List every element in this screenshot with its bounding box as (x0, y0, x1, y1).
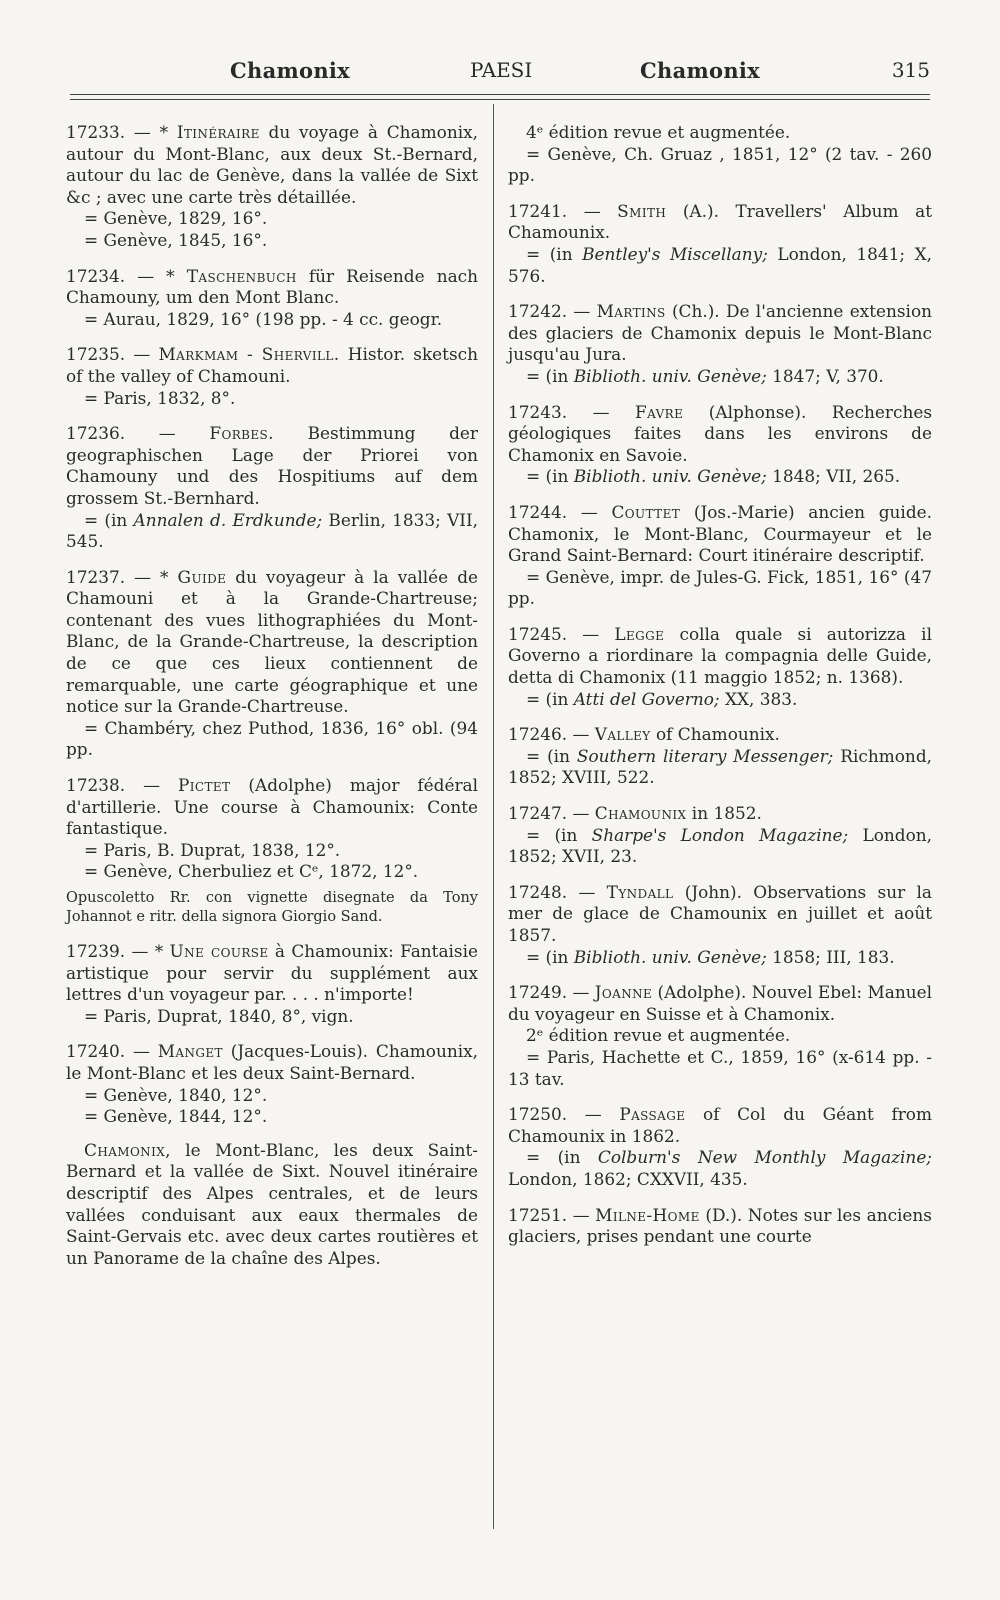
entry-author: Milne-Home (595, 1204, 700, 1225)
header-center-title: PAESI (470, 58, 533, 82)
entry-number: 17243. (508, 401, 568, 422)
entry-17241: 17241. — Smith (A.). Travellers' Album at Chamounix. = (in Bentley's Miscellany; London, 1841; X, 576. (508, 200, 933, 286)
entry-imprint: = (in Biblioth. univ. Genève; 1847; V, 370. (526, 365, 884, 386)
entry-17240: 17240. — Manget (Jacques-Louis). Chamounix, le Mont-Blanc et les deux Saint-Bernard. = Genève, 1840, 12°. = Genève, 1844, 12°. Chamonix, le Mont-Blanc, les deux Saint-Bernard et la vallée de Sixt. Nouvel itinéraire descriptif des Alpes centrales, et de leurs vallées conduisant aux eaux thermales de Saint-Gervais etc. avec deux cartes routières et un Panorame de la chaîne des Alpes. (66, 1041, 478, 1268)
column-divider (493, 104, 494, 1529)
entry-17239: 17239. — * Une course à Chamounix: Fantaisie artistique pour servir du supplément aux lettres d'un voyageur par. . . . n'importe! = Paris, Duprat, 1840, 8°, vign. (66, 941, 478, 1026)
entry-title: (Jacques-Louis). Chamounix, le Mont-Blanc et les deux Saint-Bernard. (66, 1041, 478, 1083)
left-column (66, 122, 478, 1283)
entry-imprint: = Chambéry, chez Puthod, 1836, 16° obl. (94 pp. (66, 717, 478, 760)
header-rule-bottom (70, 99, 930, 100)
entry-author: Tyndall (606, 881, 674, 902)
entry-author: Manget (157, 1041, 223, 1062)
entry-number: 17247. (508, 803, 568, 824)
entry-17250: 17250. — Passage of Col du Géant from Chamounix in 1862. = (in Colburn's New Monthly Magazine; London, 1862; CXXVII, 435. (508, 1104, 933, 1189)
entry-author: Chamonix, (84, 1139, 171, 1160)
entry-author: Itinéraire (176, 122, 260, 142)
entry-title: (Jos.-Marie) ancien guide. Chamonix, le Mont-Blanc, Courmayeur et le Grand Saint-Bernard: Court itinéraire descriptif. (508, 501, 932, 566)
journal-title: Annalen d. Erdkunde; (133, 509, 323, 530)
entry-title: (Adolphe). Nouvel Ebel: Manuel du voyageur en Suisse et à Chamonix. (508, 982, 932, 1024)
entry-author: Pictet (177, 775, 231, 796)
entry-imprint: = Paris, Duprat, 1840, 8°, vign. (84, 1005, 354, 1026)
entry-imprint: = (in Southern literary Messenger; Richmond, 1852; XVIII, 522. (508, 745, 932, 788)
entry-edition: 2ᵉ édition revue et augmentée. (526, 1025, 791, 1046)
entry-number: 17249. (508, 982, 568, 1003)
header-right-title: Chamonix (640, 58, 760, 83)
entry-number: 17235. (66, 344, 126, 365)
entry-author: Passage (619, 1104, 686, 1125)
entry-author: Valley (594, 724, 651, 745)
entry-title: à Chamounix: Fantaisie artistique pour servir du supplément aux lettres d'un voyageur par. . . . n'importe! (66, 941, 478, 1005)
entry-imprint: = Genève, 1845, 16°. (84, 229, 268, 250)
right-column (508, 122, 932, 1262)
entry-title: (D.). Notes sur les anciens glaciers, prises pendant une courte (508, 1204, 932, 1247)
header-rule-top (70, 94, 930, 95)
entry-author: Favre (635, 401, 684, 422)
entry-17247: 17247. — Chamounix in 1852. = (in Sharpe's London Magazine; London, 1852; XVII, 23. (508, 803, 932, 867)
entry-author: Couttet (611, 501, 681, 522)
entry-17235: 17235. — Markmam - Shervill. Histor. sketsch of the valley of Chamouni. = Paris, 1832, 8°. (66, 344, 478, 408)
header-left-title: Chamonix (230, 58, 350, 83)
entry-imprint: = Genève, Cherbuliez et Cᵉ, 1872, 12°. (84, 861, 419, 882)
entry-title: (Alphonse). Recherches géologiques faites dans les environs de Chamonix en Savoie. (508, 401, 932, 465)
entry-imprint: = Paris, 1832, 8°. (84, 387, 236, 408)
journal-title: Atti del Governo; (573, 688, 720, 709)
entry-imprint: = (in Biblioth. univ. Genève; 1848; VII, 265. (526, 466, 901, 487)
entry-author: Markmam - Shervill. (158, 344, 340, 365)
entry-17236: 17236. — Forbes. Bestimmung der geographischen Lage der Priorei von Chamouny und des Hospitiums auf dem grossem St.-Bernhard. = (in Annalen d. Erdkunde; Berlin, 1833; VII, 545. (66, 423, 478, 552)
entry-title: du voyage à Chamonix, autour du Mont-Blanc, aux deux St.-Bernard, autour du lac de Genève, dans la vallée de Sixt &c ; avec une carte très détaillée. (66, 122, 478, 207)
entry-imprint: = Genève, Ch. Gruaz , 1851, 12° (2 tav. - 260 pp. (508, 143, 932, 186)
entry-17244: 17244. — Couttet (Jos.-Marie) ancien guide. Chamonix, le Mont-Blanc, Courmayeur et le Grand Saint-Bernard: Court itinéraire descriptif. = Genève, impr. de Jules-G. Fick, 1851, 16° (47 pp. (508, 501, 932, 609)
entry-continuation (508, 122, 932, 187)
entry-title: in 1852. (686, 803, 762, 824)
entry-17234: 17234. — * Taschenbuch für Reisende nach Chamouny, um den Mont Blanc. = Aurau, 1829, 16° (198 pp. - 4 cc. geogr. (66, 265, 478, 329)
entry-author: Une course (169, 941, 269, 961)
entry-17249: 17249. — Joanne (Adolphe). Nouvel Ebel: Manuel du voyageur en Suisse et à Chamonix. 2ᵉ édition revue et augmentée. = Paris, Hachette et C., 1859, 16° (x-614 pp. - 13 tav. (508, 982, 932, 1089)
entry-title: Histor. sketsch of the valley of Chamouni. (66, 344, 478, 386)
entry-imprint: = Genève, 1829, 16°. (84, 208, 268, 229)
entry-number: 17239. (66, 941, 126, 961)
entry-title: (John). Observations sur la mer de glace de Chamounix en juillet et août 1857. (508, 881, 932, 945)
journal-title: Sharpe's London Magazine; (591, 824, 849, 845)
entry-number: 17251. (508, 1204, 568, 1225)
entry-17251: 17251. — Milne-Home (D.). Notes sur les anciens glaciers, prises pendant une courte (508, 1204, 932, 1247)
entry-note: Opuscoletto Rr. con vignette disegnate da Tony Johannot e ritr. della signora Giorgio Sand. (66, 890, 478, 925)
entry-imprint: = Genève, impr. de Jules-G. Fick, 1851, 16° (47 pp. (508, 566, 932, 609)
page-number: 315 (891, 58, 930, 82)
entry-imprint: = Paris, Hachette et C., 1859, 16° (x-614 pp. - 13 tav. (508, 1046, 932, 1089)
entry-number: 17238. (66, 775, 126, 796)
entry-17238: 17238. — Pictet (Adolphe) major fédéral d'artillerie. Une course à Chamounix: Conte fantastique. = Paris, B. Duprat, 1838, 12°. = Genève, Cherbuliez et Cᵉ, 1872, 12°. Opuscoletto Rr. con vignette disegnate da Tony Johannot e ritr. della signora Giorgio Sand. (66, 775, 478, 925)
entry-author: Chamounix (594, 803, 687, 824)
entry-title: (Ch.). De l'ancienne extension des glaciers de Chamonix depuis le Mont-Blanc jusqu'au Jura. (508, 301, 932, 365)
entry-imprint: = Paris, B. Duprat, 1838, 12°. (84, 839, 341, 860)
entry-17248: 17248. — Tyndall (John). Observations sur la mer de glace de Chamounix en juillet et août 1857. = (in Biblioth. univ. Genève; 1858; III, 183. (508, 881, 932, 967)
entry-title: of Col du Géant from Chamounix in 1862. (508, 1104, 932, 1146)
entry-imprint: = (in Biblioth. univ. Genève; 1858; III, 183. (526, 946, 895, 967)
entry-number: 17237. (66, 566, 126, 587)
entry-17245: 17245. — Legge colla quale si autorizza il Governo a riordinare la compagnia delle Guide, detta di Chamonix (11 maggio 1852; n. 1368). = (in Atti del Governo; XX, 383. (508, 623, 932, 709)
entry-imprint: = (in Atti del Governo; XX, 383. (526, 688, 798, 709)
entry-title: für Reisende nach Chamouny, um den Mont Blanc. (66, 265, 478, 308)
journal-title: Biblioth. univ. Genève; (573, 466, 767, 487)
entry-imprint: = (in Bentley's Miscellany; London, 1841; X, 576. (508, 243, 933, 286)
entry-number: 17233. (66, 122, 126, 142)
entry-number: 17236. (66, 423, 126, 444)
entry-number: 17246. (508, 724, 568, 745)
journal-title: Southern literary Messenger; (576, 745, 834, 766)
entry-author: Legge (614, 623, 665, 644)
entry-17233: 17233. — * Itinéraire du voyage à Chamonix, autour du Mont-Blanc, aux deux St.-Bernard, autour du lac de Genève, dans la vallée de Sixt &c ; avec une carte très détaillée. = Genève, 1829, 16°. = Genève, 1845, 16°. (66, 122, 478, 250)
entry-title: of Chamounix. (650, 724, 780, 745)
entry-edition: 4ᵉ édition revue et augmentée. (526, 122, 791, 142)
entry-number: 17240. (66, 1041, 126, 1062)
entry-imprint: = Genève, 1840, 12°. (84, 1084, 268, 1105)
entry-number: 17245. (508, 623, 568, 644)
journal-title: Biblioth. univ. Genève; (573, 946, 767, 967)
entry-title: le Mont-Blanc, les deux Saint-Bernard et la vallée de Sixt. Nouvel itinéraire descriptif des Alpes centrales, et de leurs vallées conduisant aux eaux thermales de Saint-Gervais etc. avec deux cartes routières et un Panorame de la chaîne des Alpes. (66, 1139, 478, 1268)
entry-17246: 17246. — Valley of Chamounix. = (in Southern literary Messenger; Richmond, 1852; XVIII, 522. (508, 724, 932, 788)
journal-title: Biblioth. univ. Genève; (573, 365, 767, 386)
entry-number: 17242. (508, 301, 568, 322)
entry-number: 17250. (508, 1104, 568, 1125)
journal-title: Colburn's New Monthly Magazine; (597, 1147, 933, 1168)
entry-imprint: = (in Colburn's New Monthly Magazine; London, 1862; CXXVII, 435. (508, 1147, 933, 1189)
entry-17242: 17242. — Martins (Ch.). De l'ancienne extension des glaciers de Chamonix depuis le Mont-Blanc jusqu'au Jura. = (in Biblioth. univ. Genève; 1847; V, 370. (508, 301, 932, 386)
entry-author: Forbes. (209, 423, 274, 444)
entry-17243: 17243. — Favre (Alphonse). Recherches géologiques faites dans les environs de Chamonix en Savoie. = (in Biblioth. univ. Genève; 1848; VII, 265. (508, 401, 932, 487)
entry-subentry (66, 1140, 478, 1270)
entry-title: Bestimmung der geographischen Lage der Priorei von Chamouny und des Hospitiums auf dem grossem St.-Bernhard. (66, 423, 478, 508)
entry-imprint: = (in Annalen d. Erdkunde; Berlin, 1833; VII, 545. (66, 509, 478, 552)
entry-title: du voyageur à la vallée de Chamouni et à la Grande-Chartreuse; contenant des vues lithographiées du Mont-Blanc, de la Grande-Chartreuse, la description de ce que ces lieux contiennent de remarquable, une carte géographique et une notice sur la Grande-Chartreuse. (66, 566, 478, 717)
entry-number: 17241. (508, 200, 568, 221)
entry-title: (A.). Travellers' Album at Chamounix. (508, 200, 932, 243)
entry-imprint: = Aurau, 1829, 16° (198 pp. - 4 cc. geogr. (84, 308, 443, 329)
entry-title: (Adolphe) major fédéral d'artillerie. Une course à Chamounix: Conte fantastique. (66, 775, 478, 839)
entry-author: Martins (596, 301, 666, 322)
entry-number: 17234. (66, 265, 126, 286)
journal-title: Bentley's Miscellany; (582, 243, 768, 264)
entry-author: Guide (177, 566, 227, 587)
entry-imprint: = (in Sharpe's London Magazine; London, 1852; XVII, 23. (508, 824, 932, 867)
entry-author: Joanne (594, 982, 653, 1003)
entry-17237: 17237. — * Guide du voyageur à la vallée de Chamouni et à la Grande-Chartreuse; contenant des vues lithographiées du Mont-Blanc, de la Grande-Chartreuse, la description de ce que ces lieux contiennent de remarquable, une carte géographique et une notice sur la Grande-Chartreuse. = Chambéry, chez Puthod, 1836, 16° obl. (94 pp. (66, 566, 478, 760)
entry-number: 17244. (508, 501, 568, 522)
entry-imprint: = Genève, 1844, 12°. (84, 1106, 268, 1127)
entry-title: colla quale si autorizza il Governo a riordinare la compagnia delle Guide, detta di Chamonix (11 maggio 1852; n. 1368). (508, 623, 932, 688)
entry-author: Smith (617, 200, 667, 221)
entry-author: Taschenbuch (186, 265, 297, 286)
running-header (70, 58, 930, 90)
entry-number: 17248. (508, 881, 568, 902)
